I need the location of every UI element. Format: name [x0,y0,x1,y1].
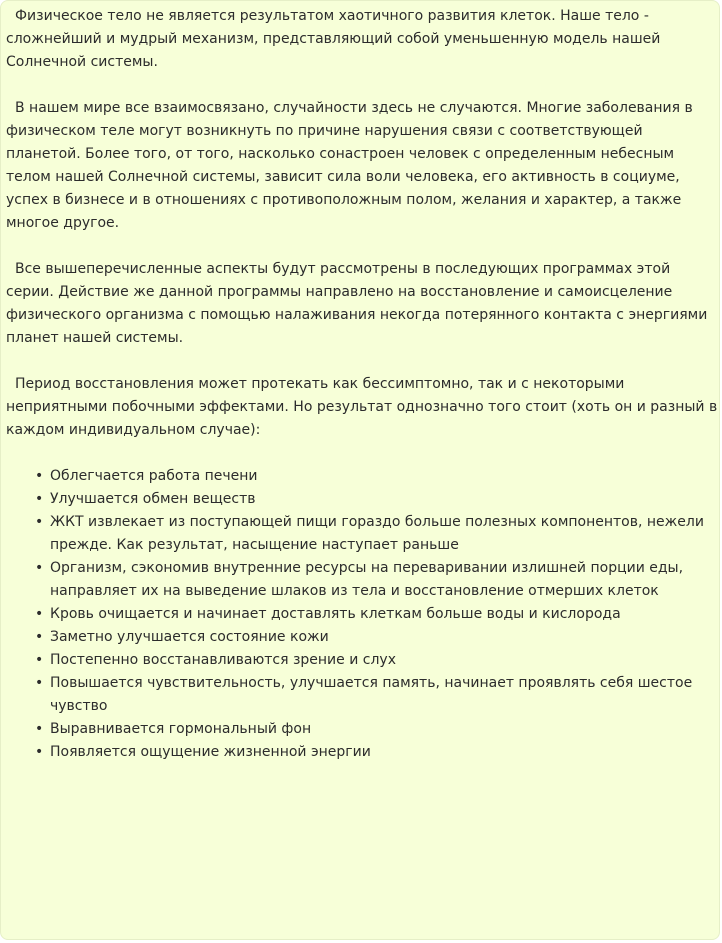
list-item-text: Повышается чувствительность, улучшается память, начинает проявлять себя шестое чувство [50,675,693,714]
list-item [6,511,718,557]
list-item [6,649,718,672]
list-item-text: Облегчается работа печени [50,468,258,484]
bullet-icon [35,465,50,488]
bullet-icon [35,741,50,764]
list-item-text: Организм, сэкономив внутренние ресурсы на переваривании излишней порции еды, направляет их на выведение шлаков из тела и восстановление отмерших клеток [50,560,684,599]
bullet-icon [35,649,50,672]
list-item-text: Выравнивается гормональный фон [50,721,312,737]
list-item-text: Постепенно восстанавливаются зрение и слух [50,652,396,668]
list-item [6,741,718,764]
paragraph-intro: Физическое тело не является результатом хаотичного развития клеток. Наше тело - сложнейший и мудрый механизм, представляющий собой уменьшенную модель нашей Солнечной системы. [6,8,661,70]
list-item [6,672,718,718]
list-item [6,557,718,603]
paragraph-interconnection: В нашем мире все взаимосвязано, случайности здесь не случаются. Многие заболевания в физическом теле могут возникнуть по причине нарушения связи с соответствующей планетой. Более того, от того, насколько сонастроен человек с определенным небесным телом нашей Солнечной системы, зависит сила воли человека, его активность в социуме, успех в бизнесе и в отношениях с противоположным полом, желания и характер, а также многое другое. [6,100,693,231]
list-item-text: Заметно улучшается состояние кожи [50,629,329,645]
bullet-icon [35,672,50,695]
bullet-icon [35,488,50,511]
list-item-text: Появляется ощущение жизненной энергии [50,744,371,760]
list-item [6,718,718,741]
list-item [6,626,718,649]
bullet-icon [35,557,50,580]
paragraph-recovery-period: Период восстановления может протекать как бессимптомно, так и с некоторыми неприятными побочными эффектами. Но результат однозначно того стоит (хоть он и разный в каждом индивидуальном случае): [6,376,718,438]
list-item [6,488,718,511]
list-item [6,465,718,488]
list-item-text: ЖКТ извлекает из поступающей пищи гораздо больше полезных компонентов, нежели прежде. Как результат, насыщение наступает раньше [50,514,704,553]
bullet-icon [35,603,50,626]
list-item-text: Кровь очищается и начинает доставлять клеткам больше воды и кислорода [50,606,621,622]
bullet-icon [35,626,50,649]
bullet-icon [35,511,50,534]
list-item-text: Улучшается обмен веществ [50,491,256,507]
list-item [6,603,718,626]
article-body [6,5,718,764]
benefits-list [6,465,718,764]
bullet-icon [35,718,50,741]
paragraph-program-purpose: Все вышеперечисленные аспекты будут рассмотрены в последующих программах этой серии. Действие же данной программы направлено на восстановление и самоисцеление физического организма с помощью налаживания некогда потерянного контакта с энергиями планет нашей системы. [6,261,708,346]
